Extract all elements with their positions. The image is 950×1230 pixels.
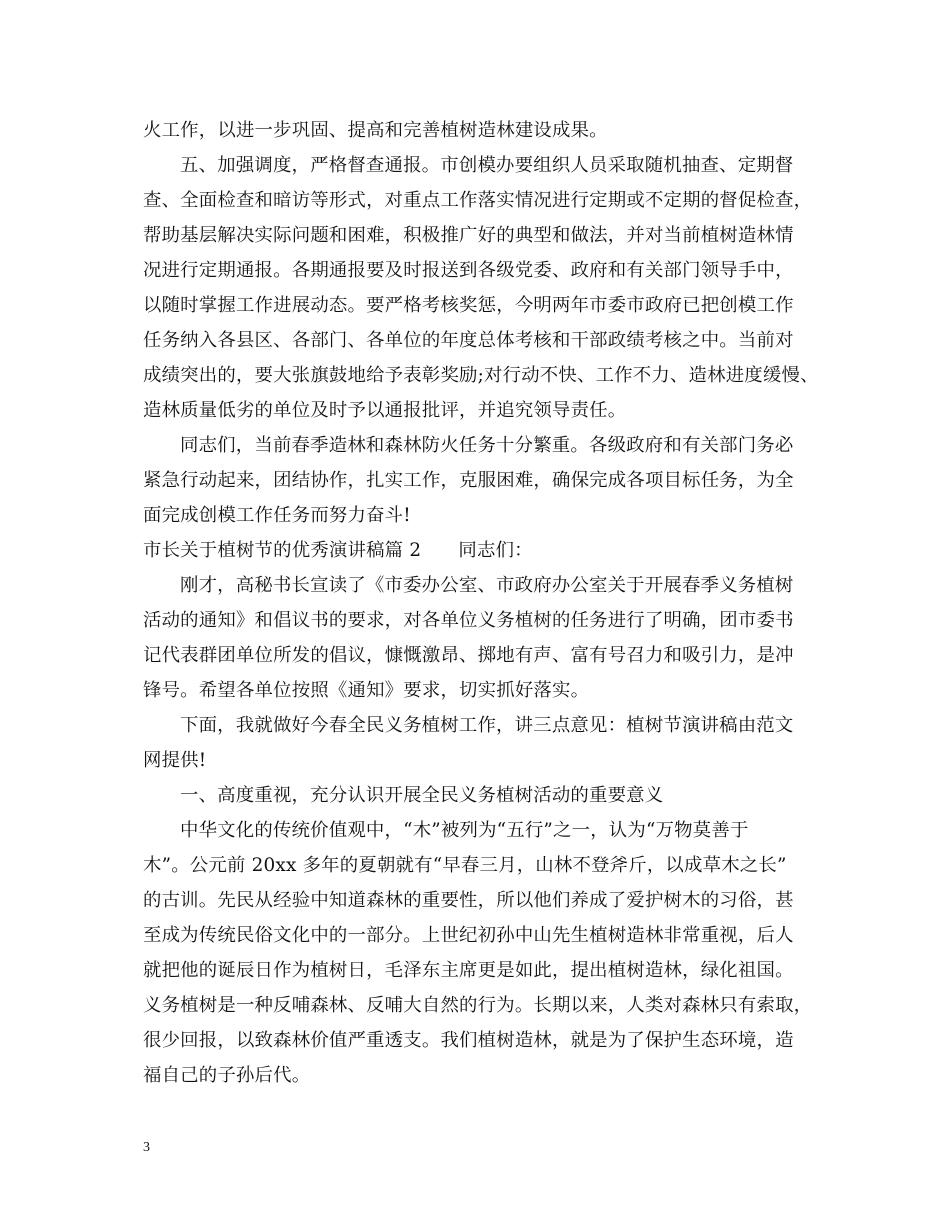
text-line: 况进行定期通报。各期通报要及时报送到各级党委、政府和有关部门领导手中， <box>143 260 794 281</box>
text-line: 紧急行动起来，团结协作，扎实工作，克服困难，确保完成各项目标任务，为全 <box>143 470 794 491</box>
text-line: 下面，我就做好今春全民义务植树工作，讲三点意见：植树节演讲稿由范文 <box>180 715 794 736</box>
text-line: 就把他的诞辰日作为植树日，毛泽东主席更是如此，提出植树造林，绿化祖国。 <box>143 960 794 981</box>
text-line: 记代表群团单位所发的倡议，慷慨激昂、掷地有声、富有号召力和吸引力，是冲 <box>143 645 794 666</box>
text-line: 一、高度重视，充分认识开展全民义务植树活动的重要意义 <box>180 785 664 806</box>
text-line: 五、加强调度，严格督查通报。市创模办要组织人员采取随机抽查、定期督 <box>180 155 794 176</box>
page-number: 3 <box>143 1140 150 1155</box>
text-line: 刚才，高秘书长宣读了《市委办公室、市政府办公室关于开展春季义务植树 <box>180 575 794 596</box>
text-line: 帮助基层解决实际问题和困难，积极推广好的典型和做法，并对当前植树造林情 <box>143 225 794 246</box>
text-line: 成绩突出的，要大张旗鼓地给予表彰奖励;对行动不快、工作不力、造林进度缓慢、 <box>143 365 819 386</box>
text-line: 造林质量低劣的单位及时予以通报批评，并追究领导责任。 <box>143 400 627 421</box>
text-line: 义务植树是一种反哺森林、反哺大自然的行为。长期以来，人类对森林只有索取， <box>143 995 813 1016</box>
text-line: 以随时掌握工作进展动态。要严格考核奖惩，今明两年市委市政府已把创模工作 <box>143 295 794 316</box>
text-line: 中华文化的传统价值观中，“木”被列为“五行”之一，认为“万物莫善于 <box>180 820 749 841</box>
body-text <box>143 113 833 1093</box>
text-line: 活动的通知》和倡议书的要求，对各单位义务植树的任务进行了明确，团市委书 <box>143 610 794 631</box>
text-line: 面完成创模工作任务而努力奋斗! <box>143 505 411 526</box>
text-line: 市长关于植树节的优秀演讲稿篇 2 同志们： <box>143 540 533 561</box>
text-line: 福自己的子孙后代。 <box>143 1065 311 1086</box>
text-line: 网提供! <box>143 750 207 771</box>
text-line: 的古训。先民从经验中知道森林的重要性，所以他们养成了爱护树木的习俗，甚 <box>143 890 794 911</box>
text-line: 查、全面检查和暗访等形式，对重点工作落实情况进行定期或不定期的督促检查， <box>143 190 813 211</box>
text-line: 木”。公元前 20xx 多年的夏朝就有“早春三月，山林不登斧斤，以成草木之长” <box>143 855 787 876</box>
text-line: 锋号。希望各单位按照《通知》要求，切实抓好落实。 <box>143 680 590 701</box>
text-line: 同志们，当前春季造林和森林防火任务十分繁重。各级政府和有关部门务必 <box>180 435 794 456</box>
text-line: 火工作，以进一步巩固、提高和完善植树造林建设成果。 <box>143 120 608 141</box>
text-line: 很少回报，以致森林价值严重透支。我们植树造林，就是为了保护生态环境，造 <box>143 1030 794 1051</box>
text-line: 任务纳入各县区、各部门、各单位的年度总体考核和干部政绩考核之中。当前对 <box>143 330 794 351</box>
text-line: 至成为传统民俗文化中的一部分。上世纪初孙中山先生植树造林非常重视，后人 <box>143 925 794 946</box>
